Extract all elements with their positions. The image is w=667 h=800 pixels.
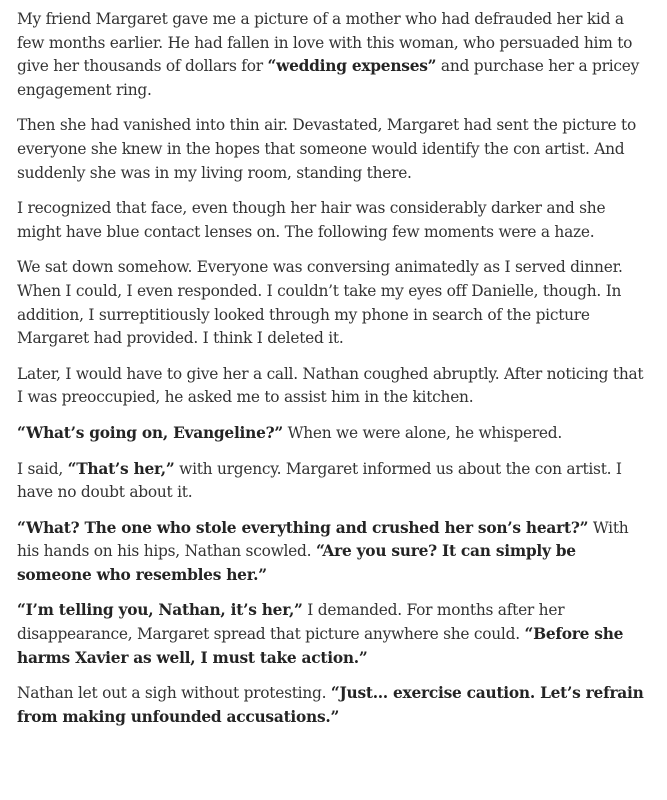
- text-span: My friend Margaret gave me a picture of a mother who had defrauded her kid a few months earlier. He had fallen in love with this woman, who persuaded him to give her thousands of dollars for: [17, 10, 633, 76]
- text-span: Later, I would have to give her a call. Nathan coughed abruptly. After noticing that I was preoccupied, he asked me to assist him in the kitchen.: [17, 364, 644, 407]
- article-body: [0, 8, 667, 729]
- paragraph-10: [17, 682, 651, 729]
- text-span: Then she had vanished into thin air. Devastated, Margaret had sent the picture to everyone she knew in the hopes that someone would identify the con artist. And suddenly she was in my living room, standing there.: [17, 116, 636, 182]
- text-span: Nathan let out a sigh without protesting.: [17, 684, 331, 703]
- paragraph-4: [17, 256, 651, 350]
- paragraph-5: [17, 363, 651, 410]
- text-span: When we were alone, he whispered.: [283, 423, 563, 442]
- quote-span: “Are you sure? It can simply be someone who resembles her.”: [17, 542, 576, 584]
- paragraph-8: [17, 517, 651, 588]
- quote-span: “I’m telling you, Nathan, it’s her,”: [17, 601, 303, 620]
- text-span: With his hands on his hips, Nathan scowled.: [17, 518, 629, 561]
- text-span: I demanded. For months after her disappearance, Margaret spread that picture anywhere she could.: [17, 601, 565, 644]
- quote-span: “wedding expenses”: [267, 57, 437, 76]
- text-span: We sat down somehow. Everyone was conversing animatedly as I served dinner. When I could, I even responded. I couldn’t take my eyes off Danielle, though. In addition, I surreptitiously looked through my phone in search of the picture Margaret had provided. I think I deleted it.: [17, 258, 623, 348]
- quote-span: “That’s her,”: [67, 459, 175, 478]
- quote-span: “Before she harms Xavier as well, I must take action.”: [17, 625, 624, 667]
- text-span: and purchase her a pricey engagement ring.: [17, 57, 640, 99]
- text-span: I recognized that face, even though her hair was considerably darker and she might have blue contact lenses on. The following few moments were a haze.: [17, 199, 606, 241]
- text-span: I said,: [17, 459, 68, 478]
- paragraph-1: [17, 8, 651, 102]
- paragraph-6: [17, 422, 651, 446]
- paragraph-9: [17, 599, 651, 670]
- paragraph-7: [17, 458, 651, 505]
- paragraph-3: [17, 197, 651, 244]
- quote-span: “What? The one who stole everything and crushed her son’s heart?”: [17, 518, 589, 537]
- paragraph-2: [17, 114, 651, 185]
- text-span: with urgency. Margaret informed us about the con artist. I have no doubt about it.: [17, 459, 622, 502]
- quote-span: “What’s going on, Evangeline?”: [17, 423, 284, 442]
- quote-span: “Just… exercise caution. Let’s refrain from making unfounded accusations.”: [17, 684, 644, 726]
